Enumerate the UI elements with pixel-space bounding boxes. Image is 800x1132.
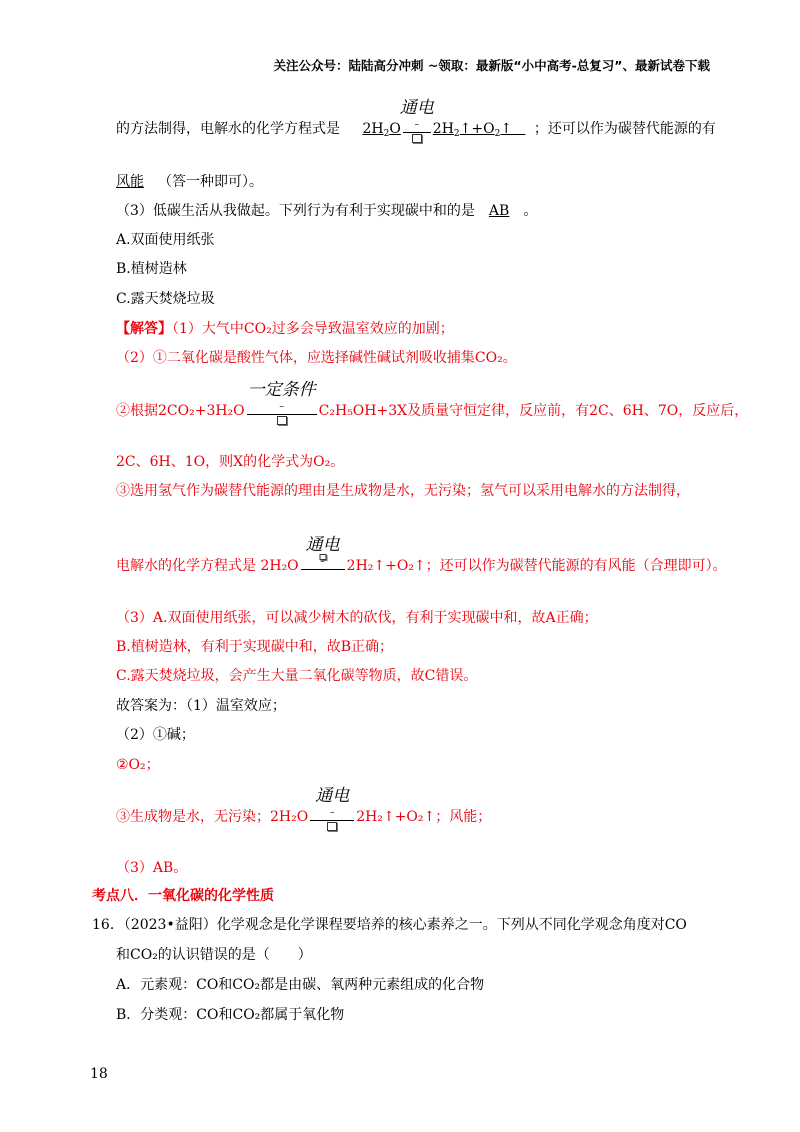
option-b: B.植树造林 (116, 261, 187, 277)
blank-answer: $2H_2O$ 通电 – $2H_2↑+O_2↑$ (344, 121, 529, 137)
text: （1）大气中CO₂过多会导致温室效应的加剧； (172, 321, 454, 337)
question-16-option-b: B．分类观：CO和CO₂都属于氧化物 (116, 1007, 345, 1023)
box-icon (277, 416, 287, 425)
answer-line: 2C、6H、1O，则X的化学式为O₂。 (116, 454, 345, 470)
text: ③生成物是水，无污染；2H₂O (116, 809, 309, 825)
answer-line: C.露天焚烧垃圾，会产生大量二氧化碳等物质，故C错误。 (116, 668, 478, 684)
text: C₂H₅OH+3X及质量守恒定律，反应前，有2C、6H、7O，反应后， (318, 403, 749, 419)
section-title: 考点八．一氧化碳的化学性质 (92, 888, 274, 904)
final-answer: （3）AB。 (116, 860, 188, 876)
answer-line: 电解水的化学方程式是 2H₂O 通电 – 2H₂↑+O₂↑；还可以作为碳替代能源的有风能（合理即可）。 (116, 535, 727, 574)
final-answer: （2）①碱； (116, 727, 195, 743)
question-3 (116, 201, 537, 221)
answer-line: ③选用氢气作为碳替代能源的理由是生成物是水，无污染；氢气可以采用电解水的方法制得， (116, 483, 690, 499)
text: 2H₂↑+O₂↑；还可以作为碳替代能源的有风能（合理即可）。 (346, 558, 727, 574)
text: （3）低碳生活从我做起。下列行为有利于实现碳中和的是 (116, 203, 475, 219)
condition-label: 通电 (305, 535, 340, 555)
text: 的方法制得，电解水的化学方程式是 (116, 121, 340, 137)
line-2 (116, 172, 263, 192)
box-icon (319, 554, 326, 560)
page-header: 关注公众号：陆陆高分冲刺 ~领取：最新版“小中高考-总复习”、最新试卷下载 (273, 58, 710, 73)
answer-tag: 【解答】 (116, 321, 172, 337)
page-number: 18 (90, 1066, 108, 1082)
text: 。 (523, 203, 538, 219)
answer-line: ②根据2CO₂+3H₂O 一定条件 – C₂H₅OH+3X及质量守恒定律，反应前，有2C、6H、7O，反应后， (116, 400, 748, 421)
question-16: 和CO₂的认识错误的是（ ） (116, 947, 312, 963)
blank-answer: 风能 (116, 174, 144, 190)
text: 电解水的化学方程式是 2H₂O (116, 558, 299, 574)
equation-line (116, 98, 716, 144)
condition-label: 通电 (315, 786, 350, 806)
blank-answer: AB (488, 203, 510, 219)
text: ②根据2CO₂+3H₂O (116, 403, 245, 419)
final-answer: ②O₂； (116, 757, 160, 773)
box-icon (327, 822, 337, 831)
text: （答一种即可）。 (158, 174, 263, 190)
answer-line: （3）A.双面使用纸张，可以减少树木的砍伐，有利于实现碳中和，故A正确； (116, 610, 598, 626)
option-c: C.露天焚烧垃圾 (116, 291, 215, 307)
question-16: 16．（2023•益阳）化学观念是化学课程要培养的核心素养之一。下列从不同化学观念角度对CO (92, 917, 687, 933)
text: 2H₂↑+O₂↑；风能； (356, 809, 492, 825)
answer-line (116, 319, 454, 339)
answer-line: （2）①二氧化碳是酸性气体，应选择碱性碱试剂吸收捕集CO₂。 (116, 350, 517, 366)
option-a: A.双面使用纸张 (116, 232, 215, 248)
final-answer: 故答案为：（1）温室效应； (116, 698, 286, 714)
answer-line: B.植树造林，有利于实现碳中和，故B正确； (116, 639, 394, 655)
final-answer: ③生成物是水，无污染；2H₂O 通电 – 2H₂↑+O₂↑；风能； (116, 806, 491, 827)
condition-label: 通电 (399, 98, 434, 118)
box-icon (412, 134, 422, 143)
question-16-option-a: A．元素观：CO和CO₂都是由碳、氧两种元素组成的化合物 (116, 977, 485, 993)
text: ；还可以作为碳替代能源的有 (533, 121, 716, 137)
condition-label: 一定条件 (247, 380, 316, 400)
